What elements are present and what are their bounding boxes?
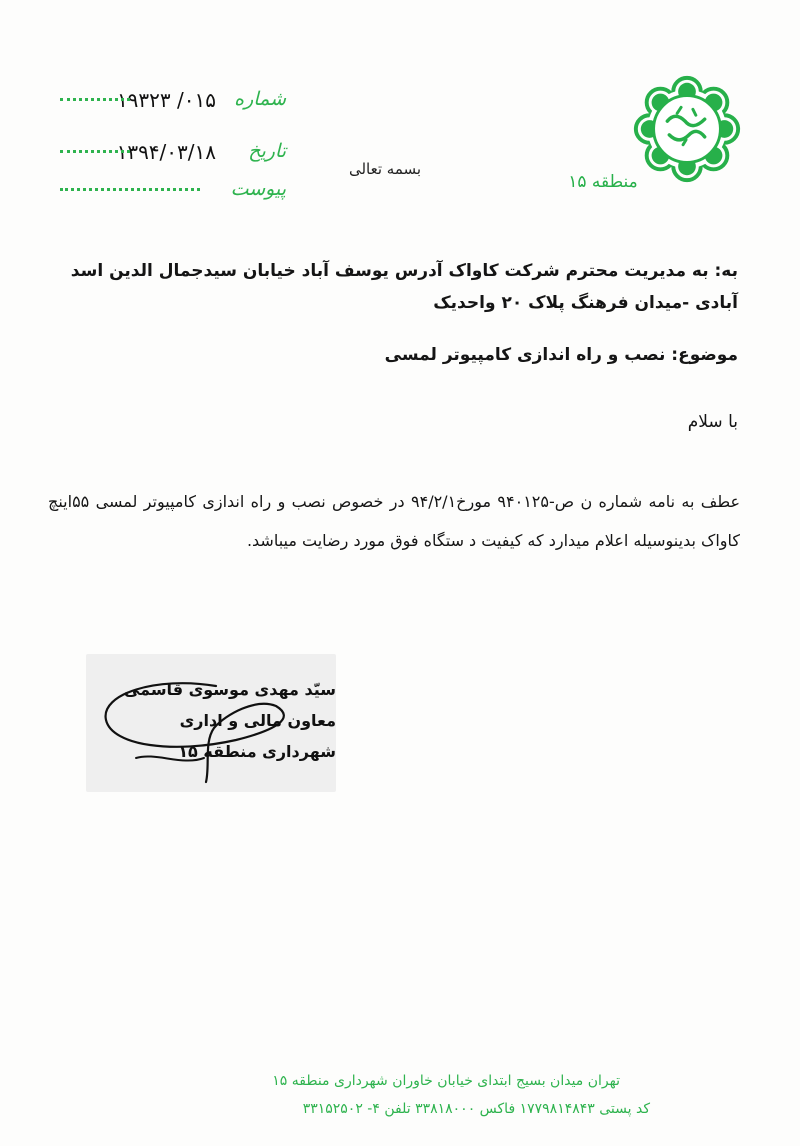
signer-name: سیّد مهدی موسوی قاسمی (123, 680, 336, 699)
attachment-label: پیوست (230, 178, 286, 200)
letter-date-row (56, 140, 286, 170)
number-label: شماره (234, 88, 286, 110)
footer-contact: کد پستی ۱۷۷۹۸۱۴۸۴۳ فاکس ۳۳۸۱۸۰۰۰ تلفن ۴- ۳۳۱۵۲۵۰۲ (302, 1101, 650, 1117)
signer-organization: شهرداری منطقه ۱۵ (178, 742, 336, 761)
letter-attachment-row (56, 178, 286, 208)
number-value: ۰۱۵/ ۱۹۳۲۳ (116, 88, 216, 112)
letter-body-paragraph: عطف به نامه شماره ن ص-۹۴۰۱۲۵ مورخ۹۴/۲/۱ در خصوص نصب و راه اندازی کامپیوتر لمسی ۵۵اینچ کاواک بدینوسیله اعلام میدارد که کیفیت د ستگاه فوق مورد رضایت میباشد. (48, 492, 740, 550)
bismillah-heading: بسمه تعالی (348, 160, 422, 178)
date-dotted-line (60, 150, 130, 153)
greeting-line: با سلام (687, 412, 738, 432)
attachment-dotted-line (60, 188, 200, 191)
handwritten-signature (86, 654, 336, 792)
addressee-block: به: به مدیریت محترم شرکت کاواک آدرس یوسف آباد خیابان سیدجمال الدین اسد آبادی -میدان فرهنگ پلاک ۲۰ واحدیک (70, 261, 738, 313)
date-value: ۱۳۹۴/۰۳/۱۸ (116, 140, 216, 164)
letter-number-row (56, 88, 286, 118)
signer-title: معاون مالی و اداری (179, 711, 336, 730)
date-label: تاریخ (248, 140, 286, 162)
number-dotted-line (60, 98, 130, 101)
region-label: منطقه ۱۵ (568, 172, 638, 192)
subject-line: موضوع: نصب و راه اندازی کامپیوتر لمسی (384, 345, 738, 365)
footer-address: تهران میدان بسیج ابتدای خیابان خاوران شهرداری منطقه ۱۵ (272, 1073, 620, 1089)
